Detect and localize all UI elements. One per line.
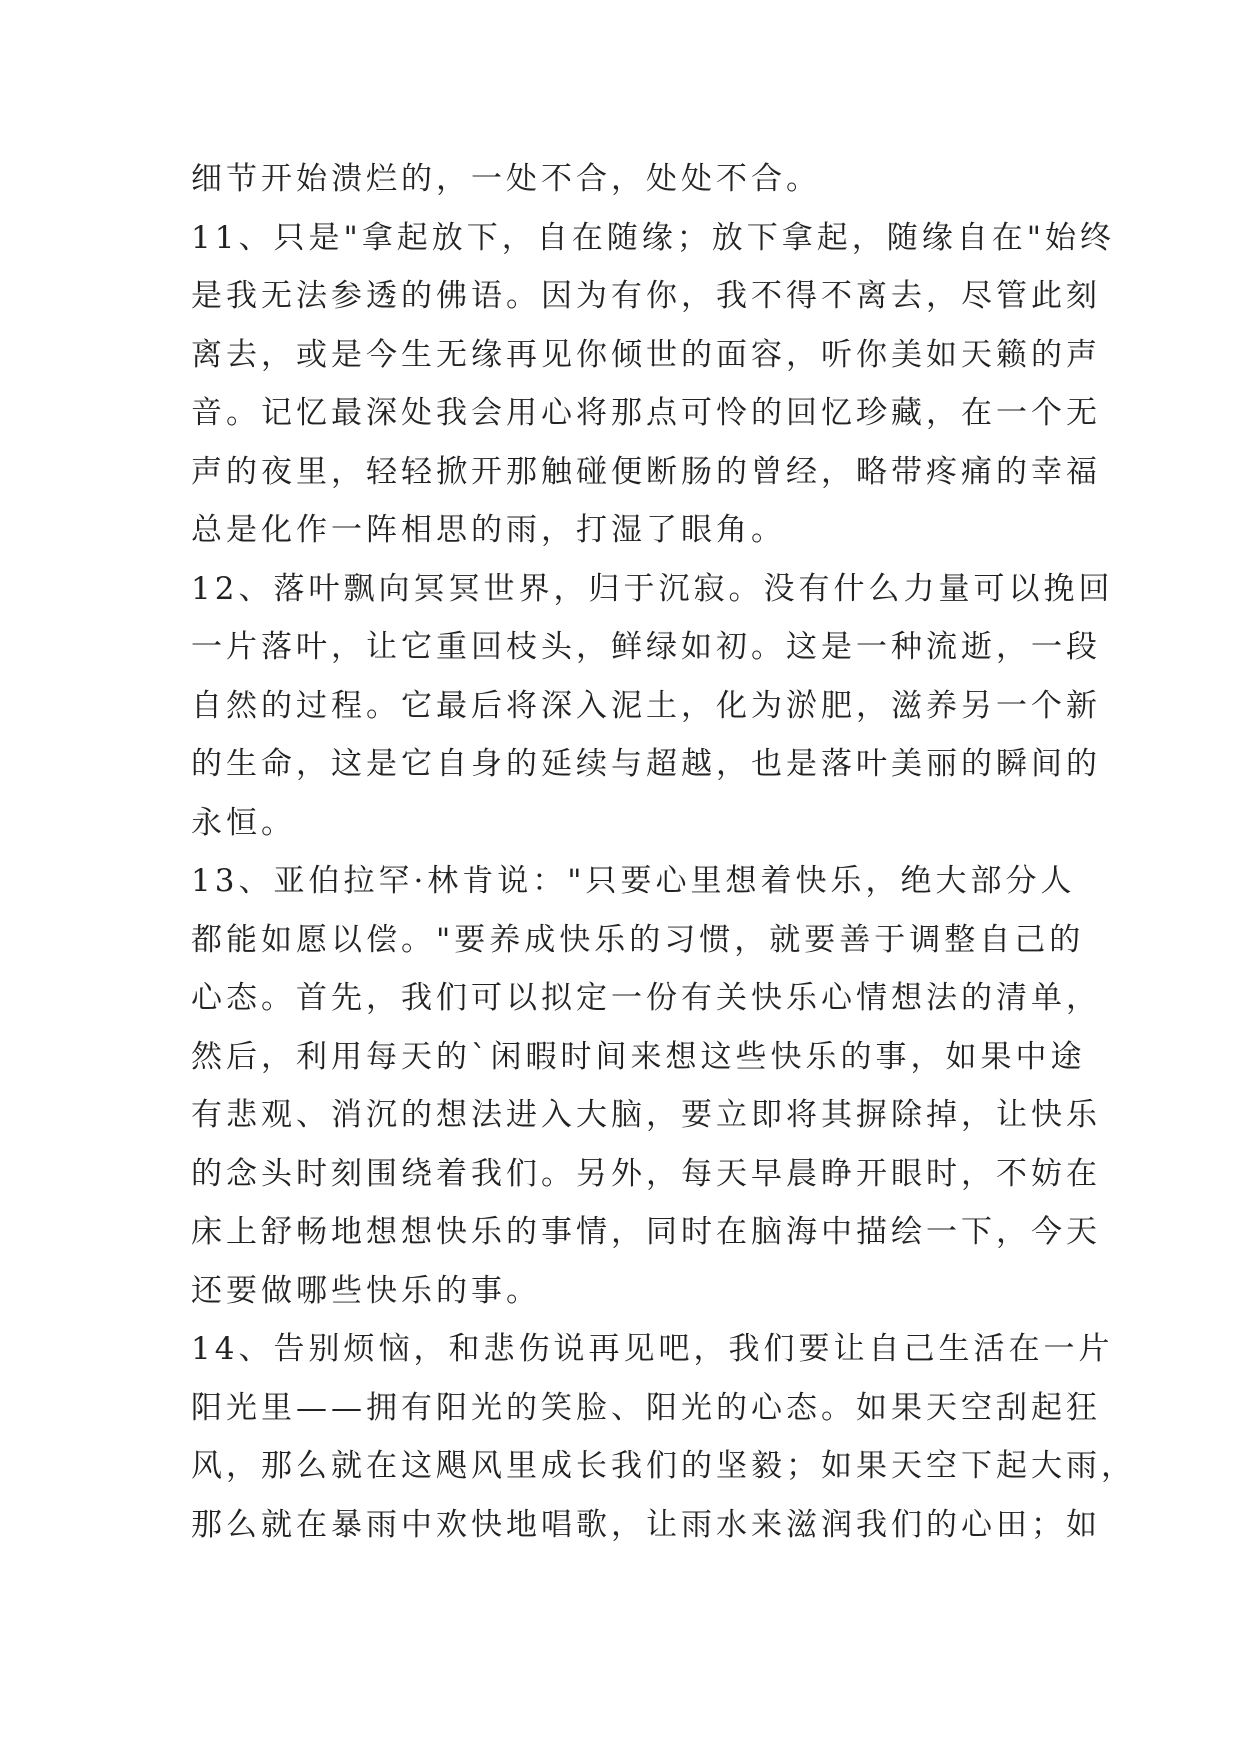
text-line: 风，那么就在这飓风里成长我们的坚毅；如果天空下起大雨，	[191, 1448, 1136, 1484]
text-line: 的生命，这是它自身的延续与超越，也是落叶美丽的瞬间的	[191, 746, 1101, 782]
text-line: 14、告别烦恼，和悲伤说再见吧，我们要让自己生活在一片	[191, 1331, 1114, 1367]
text-line: 音。记忆最深处我会用心将那点可怜的回忆珍藏，在一个无	[191, 395, 1101, 431]
text-line: 自然的过程。它最后将深入泥土，化为淤肥，滋养另一个新	[191, 687, 1101, 724]
text-line: 一片落叶，让它重回枝头，鲜绿如初。这是一种流逝，一段	[191, 629, 1101, 665]
text-line: 12、落叶飘向冥冥世界，归于沉寂。没有什么力量可以挽回	[191, 570, 1114, 607]
text-line: 心态。首先，我们可以拟定一份有关快乐心情想法的清单，	[191, 980, 1101, 1016]
text-line: 的念头时刻围绕着我们。另外，每天早晨睁开眼时，不妨在	[191, 1155, 1101, 1192]
text-line: 声的夜里，轻轻掀开那触碰便断肠的曾经，略带疼痛的幸福	[191, 453, 1101, 490]
text-line: 离去，或是今生无缘再见你倾世的面容，听你美如天籁的声	[191, 336, 1101, 373]
text-line: 总是化作一阵相思的雨，打湿了眼角。	[191, 512, 786, 548]
body-text	[191, 150, 1136, 1554]
text-line: 阳光里——拥有阳光的笑脸、阳光的心态。如果天空刮起狂	[191, 1389, 1101, 1426]
text-line: 都能如愿以偿。"要养成快乐的习惯，就要善于调整自己的	[191, 921, 1085, 958]
text-line: 13、亚伯拉罕·林肯说："只要心里想着快乐，绝大部分人	[191, 863, 1076, 899]
text-line: 有悲观、消沉的想法进入大脑，要立即将其摒除掉，让快乐	[191, 1097, 1101, 1133]
text-line: 是我无法参透的佛语。因为有你，我不得不离去，尽管此刻	[191, 278, 1101, 314]
text-line: 11、只是"拿起放下，自在随缘；放下拿起，随缘自在"始终	[191, 219, 1115, 256]
text-line: 那么就在暴雨中欢快地唱歌，让雨水来滋润我们的心田；如	[191, 1506, 1101, 1543]
text-line: 细节开始溃烂的，一处不合，处处不合。	[191, 161, 821, 197]
text-line: 永恒。	[191, 804, 296, 841]
text-line: 床上舒畅地想想快乐的事情，同时在脑海中描绘一下，今天	[191, 1214, 1101, 1250]
text-line: 还要做哪些快乐的事。	[191, 1272, 541, 1309]
text-line: 然后，利用每天的`闲暇时间来想这些快乐的事，如果中途	[191, 1038, 1086, 1075]
